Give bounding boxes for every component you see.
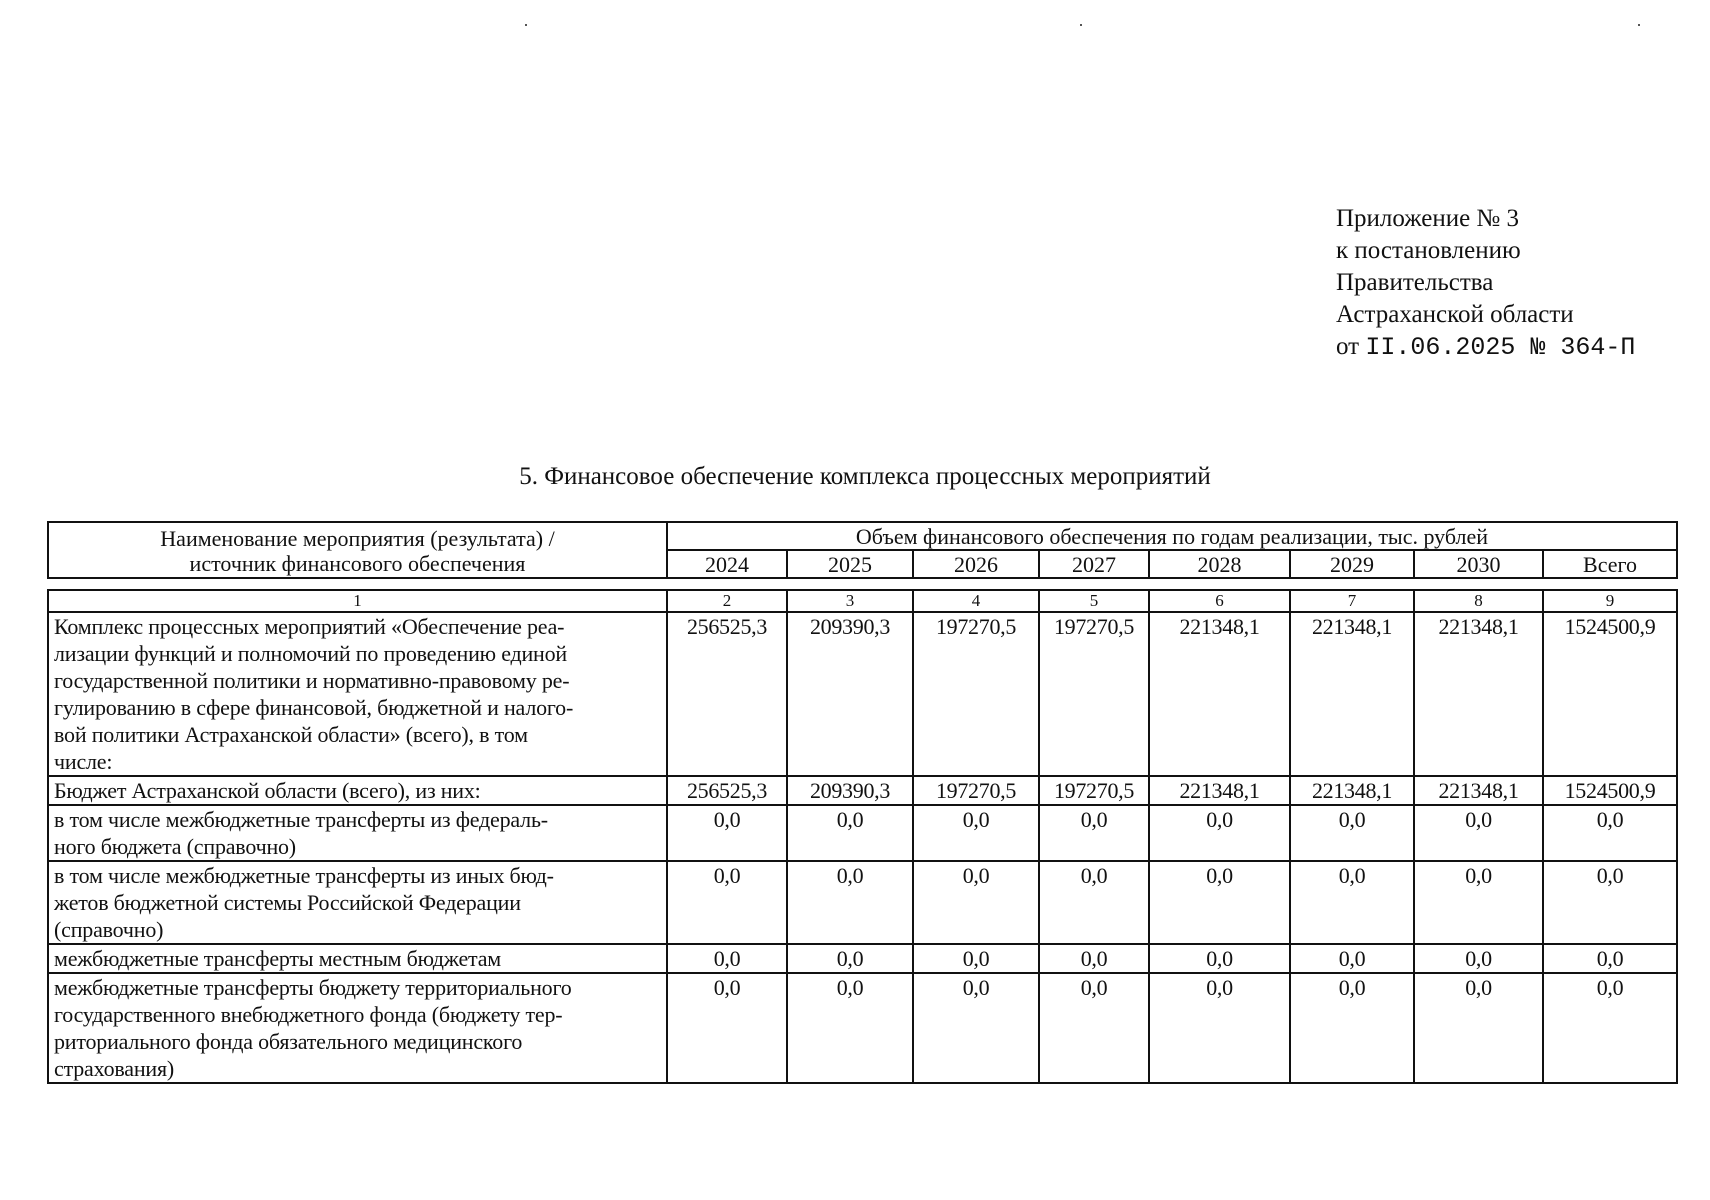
row-value-cell: 0,0: [1290, 861, 1414, 944]
row-value-cell: 256525,3: [667, 612, 787, 776]
row-value-cell: 197270,5: [1039, 612, 1149, 776]
row-value-cell: 0,0: [1290, 805, 1414, 861]
row-label-line: лизации функций и полномочий по проведению единой: [54, 641, 567, 666]
row-value-cell: 197270,5: [913, 612, 1039, 776]
row-value-cell: 256525,3: [667, 776, 787, 805]
row-value-cell: 0,0: [1039, 944, 1149, 973]
appendix-line: Правительства: [1336, 269, 1494, 296]
header-year-cell: 2029: [1290, 550, 1414, 578]
row-label-cell: [48, 612, 667, 776]
row-value-cell: 0,0: [1039, 805, 1149, 861]
row-value-cell: 0,0: [667, 805, 787, 861]
table-row: [48, 612, 1677, 776]
appendix-line: Приложение № 3: [1336, 205, 1520, 232]
row-label-line: в том числе межбюджетные трансферты из федераль-: [54, 807, 548, 832]
appendix-date-stamp: II.06.2025 № 364-П: [1365, 333, 1636, 362]
appendix-block: [1336, 203, 1635, 364]
financing-table-header: [47, 521, 1678, 579]
row-total-cell: 0,0: [1543, 861, 1677, 944]
row-label-line: межбюджетные трансферты местным бюджетам: [54, 946, 502, 971]
row-label-line: ного бюджета (справочно): [54, 834, 296, 859]
row-total-cell: 0,0: [1543, 973, 1677, 1083]
column-number-cell: 6: [1149, 590, 1290, 612]
row-label-cell: [48, 944, 667, 973]
header-name-cell: [48, 522, 667, 578]
row-value-cell: 0,0: [787, 861, 913, 944]
header-total-cell: Всего: [1543, 550, 1677, 578]
row-total-cell: 1524500,9: [1543, 776, 1677, 805]
row-value-cell: 0,0: [913, 973, 1039, 1083]
row-value-cell: 0,0: [1414, 805, 1543, 861]
row-value-cell: 0,0: [913, 861, 1039, 944]
scan-speck: [1080, 24, 1082, 26]
row-label-cell: [48, 973, 667, 1083]
row-label-cell: [48, 861, 667, 944]
financing-table-body: [47, 589, 1678, 1084]
row-label-line: государственного внебюджетного фонда (бюджету тер-: [54, 1002, 563, 1027]
row-value-cell: 0,0: [667, 944, 787, 973]
column-number-cell: 5: [1039, 590, 1149, 612]
row-value-cell: 0,0: [1414, 861, 1543, 944]
row-label-line: межбюджетные трансферты бюджету территориального: [54, 975, 572, 1000]
appendix-line: к постановлению: [1336, 237, 1521, 264]
header-year-cell: 2026: [913, 550, 1039, 578]
table-row: [48, 861, 1677, 944]
row-value-cell: 0,0: [1039, 861, 1149, 944]
row-label-line: страхования): [54, 1056, 175, 1081]
row-label-line: гулированию в сфере финансовой, бюджетной и налого-: [54, 695, 574, 720]
table-rows: [48, 590, 1677, 1083]
row-value-cell: 0,0: [1149, 861, 1290, 944]
row-label-cell: [48, 805, 667, 861]
header-year-cell: 2030: [1414, 550, 1543, 578]
header-year-cell: 2024: [667, 550, 787, 578]
row-label-line: Бюджет Астраханской области (всего), из них:: [54, 778, 481, 803]
row-value-cell: 0,0: [913, 944, 1039, 973]
column-number-cell: 3: [787, 590, 913, 612]
row-value-cell: 221348,1: [1149, 612, 1290, 776]
row-value-cell: 0,0: [787, 973, 913, 1083]
row-value-cell: 0,0: [1290, 944, 1414, 973]
appendix-line: Астраханской области: [1336, 301, 1574, 328]
row-value-cell: 0,0: [787, 805, 913, 861]
row-label-line: числе:: [54, 749, 113, 774]
table-row: [48, 973, 1677, 1083]
row-value-cell: 221348,1: [1290, 612, 1414, 776]
column-number-cell: 2: [667, 590, 787, 612]
table-row: [48, 944, 1677, 973]
row-value-cell: 197270,5: [913, 776, 1039, 805]
row-label-line: жетов бюджетной системы Российской Федерации: [54, 890, 521, 915]
scan-speck: [525, 24, 527, 26]
row-value-cell: 0,0: [667, 973, 787, 1083]
header-year-cell: 2028: [1149, 550, 1290, 578]
header-volume-cell: Объем финансового обеспечения по годам реализации, тыс. рублей: [667, 522, 1677, 550]
row-value-cell: 0,0: [667, 861, 787, 944]
row-label-line: вой политики Астраханской области» (всего), в том: [54, 722, 528, 747]
row-value-cell: 0,0: [1414, 944, 1543, 973]
row-value-cell: 0,0: [913, 805, 1039, 861]
row-value-cell: 0,0: [1149, 944, 1290, 973]
column-number-cell: 4: [913, 590, 1039, 612]
table-row: [48, 805, 1677, 861]
appendix-date-line: [1336, 331, 1635, 364]
appendix-date-prefix: от: [1336, 333, 1360, 360]
column-number-cell: 1: [48, 590, 667, 612]
row-label-line: государственной политики и нормативно-правовому ре-: [54, 668, 570, 693]
header-name-line: источник финансового обеспечения: [189, 550, 526, 576]
scan-speck: [1638, 24, 1640, 26]
row-value-cell: 209390,3: [787, 612, 913, 776]
column-number-row: [48, 590, 1677, 612]
row-value-cell: 0,0: [1149, 973, 1290, 1083]
header-year-cell: 2027: [1039, 550, 1149, 578]
row-total-cell: 1524500,9: [1543, 612, 1677, 776]
row-label-line: Комплекс процессных мероприятий «Обеспечение реа-: [54, 614, 565, 639]
column-number-cell: 9: [1543, 590, 1677, 612]
column-number-cell: 7: [1290, 590, 1414, 612]
row-label-line: в том числе межбюджетные трансферты из иных бюд-: [54, 863, 554, 888]
row-label-cell: [48, 776, 667, 805]
header-name-line: Наименование мероприятия (результата) /: [160, 525, 555, 551]
row-value-cell: 221348,1: [1290, 776, 1414, 805]
row-total-cell: 0,0: [1543, 805, 1677, 861]
row-total-cell: 0,0: [1543, 944, 1677, 973]
row-value-cell: 221348,1: [1149, 776, 1290, 805]
row-label-line: риториального фонда обязательного медицинского: [54, 1029, 523, 1054]
table-row: [48, 776, 1677, 805]
row-value-cell: 221348,1: [1414, 612, 1543, 776]
row-value-cell: 0,0: [1149, 805, 1290, 861]
row-label-line: (справочно): [54, 917, 164, 942]
row-value-cell: 0,0: [1039, 973, 1149, 1083]
row-value-cell: 197270,5: [1039, 776, 1149, 805]
column-number-cell: 8: [1414, 590, 1543, 612]
row-value-cell: 209390,3: [787, 776, 913, 805]
section-title: 5. Финансовое обеспечение комплекса процессных мероприятий: [519, 463, 1211, 490]
row-value-cell: 221348,1: [1414, 776, 1543, 805]
header-year-cell: 2025: [787, 550, 913, 578]
row-value-cell: 0,0: [1290, 973, 1414, 1083]
row-value-cell: 0,0: [1414, 973, 1543, 1083]
row-value-cell: 0,0: [787, 944, 913, 973]
